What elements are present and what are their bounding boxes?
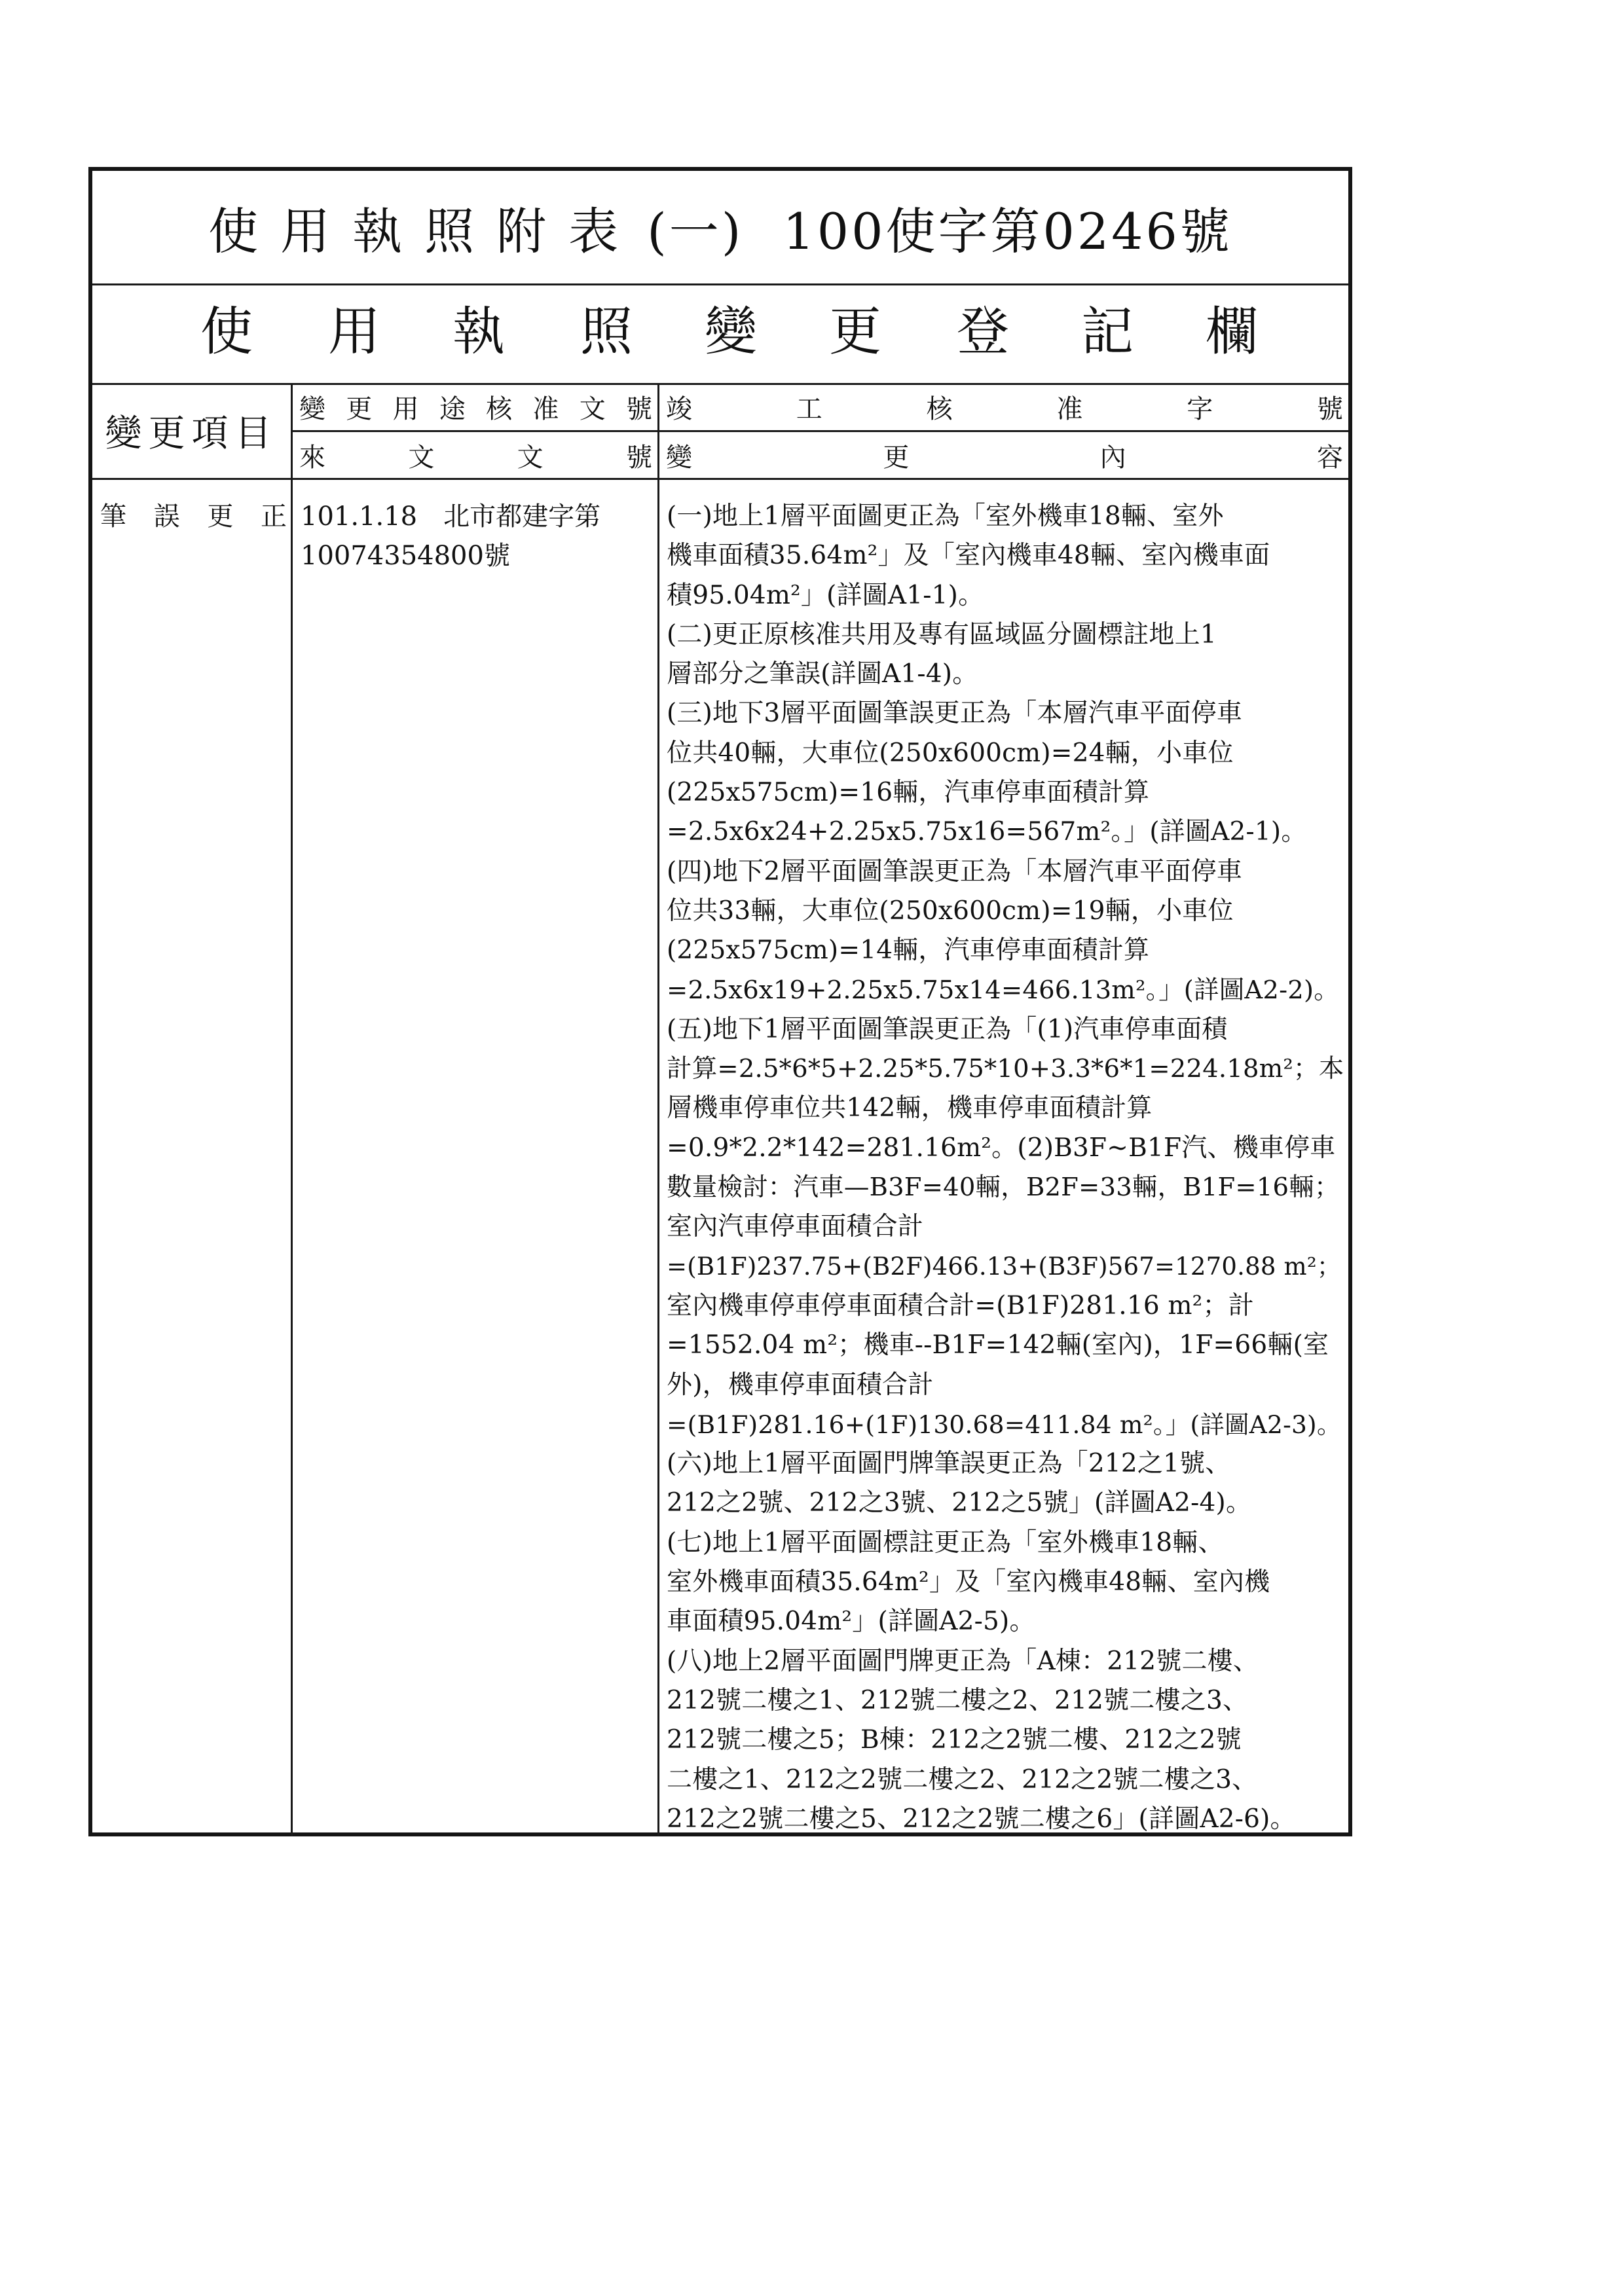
document-title [92, 171, 1348, 285]
content-line: 車面積95.04m²」(詳圖A2-5)。 [667, 1607, 1035, 1637]
header-approval-doc-no [293, 383, 657, 430]
header-char: 文 [579, 393, 606, 424]
content-line: 數量檢討：汽車—B3F=40輛，B2F=33輛，B1F=16輛； [667, 1173, 1340, 1203]
content-line: (八)地上2層平面圖門牌更正為「A棟：212號二樓、 [667, 1646, 1259, 1676]
content-line: 212之2號、212之3號、212之5號」(詳圖A2-4)。 [667, 1488, 1252, 1518]
section-char: 執 [452, 301, 505, 362]
content-line: =(B1F)237.75+(B2F)466.13+(B3F)567=1270.88 m²； [667, 1252, 1342, 1281]
item-char: 筆 [100, 501, 126, 532]
content-line: (六)地上1層平面圖門牌筆誤更正為「212之1號、 [667, 1449, 1231, 1479]
section-char: 使 [200, 301, 253, 362]
header-char: 工 [796, 393, 822, 424]
section-char: 照 [580, 301, 633, 362]
content-line: 計算=2.5*6*5+2.25*5.75*10+3.3*6*1=224.18m²；本 [667, 1054, 1344, 1084]
content-line: 位共33輛，大車位(250x600cm)=19輛，小車位 [667, 896, 1234, 926]
permit-number: 100使字第0246號 [783, 202, 1232, 261]
title-paren: (一) [647, 202, 744, 261]
header-char: 途 [439, 393, 466, 424]
content-line: =2.5x6x19+2.25x5.75x14=466.13m²。」(詳圖A2-2)。 [667, 975, 1339, 1005]
record-change-content [667, 497, 1344, 1839]
row-divider [92, 478, 1348, 480]
item-char: 誤 [153, 501, 180, 532]
header-char: 字 [1187, 393, 1213, 424]
content-line: (二)更正原核准共用及專有區域區分圖標註地上1 [667, 619, 1217, 649]
header-char: 號 [1316, 393, 1343, 424]
content-line: 二樓之1、212之2號二樓之2、212之2號二樓之3、 [667, 1764, 1258, 1795]
content-line: 室內機車停車停車面積合計=(B1F)281.16 m²；計 [667, 1290, 1254, 1321]
item-char: 更 [207, 501, 234, 532]
record-incoming-doc-no: 101.1.18 北市都建字第 10074354800號 [301, 501, 601, 571]
content-line: (三)地下3層平面圖筆誤更正為「本層汽車平面停車 [667, 699, 1243, 729]
header-char: 竣 [666, 393, 692, 424]
header-char: 核 [486, 393, 513, 424]
record-change-item [100, 497, 287, 536]
header-completion-no [659, 383, 1348, 430]
section-char: 用 [328, 301, 380, 362]
header-incoming-doc-no [293, 432, 657, 478]
header-char: 更 [883, 442, 910, 473]
content-line: (四)地下2層平面圖筆誤更正為「本層汽車平面停車 [667, 856, 1243, 886]
header-char: 准 [532, 393, 559, 424]
content-line: 212之2號二樓之5、212之2號二樓之6」(詳圖A2-6)。 [667, 1804, 1296, 1834]
content-line: (七)地上1層平面圖標註更正為「室外機車18輛、 [667, 1527, 1224, 1558]
content-line: 位共40輛，大車位(250x600cm)=24輛，小車位 [667, 738, 1234, 768]
header-char: 內 [1099, 442, 1126, 473]
content-line: (225x575cm)=14輛，汽車停車面積計算 [667, 936, 1150, 966]
content-line: 212號二樓之1、212號二樓之2、212號二樓之3、 [667, 1685, 1249, 1715]
section-char: 記 [1081, 301, 1134, 362]
title-label: 使用執照附表 [208, 202, 641, 261]
column-divider [657, 383, 659, 1836]
content-line: 室外機車面積35.64m²」及「室內機車48輛、室內機 [667, 1567, 1270, 1597]
header-char: 文 [408, 442, 435, 473]
content-line: =0.9*2.2*142=281.16m²。(2)B3F~B1F汽、機車停車 [667, 1133, 1336, 1163]
item-char: 正 [260, 501, 287, 532]
content-line: 212號二樓之5；B棟：212之2號二樓、212之2號 [667, 1725, 1242, 1755]
content-line: 機車面積35.64m²」及「室內機車48輛、室內機車面 [667, 541, 1270, 571]
header-char: 容 [1316, 442, 1343, 473]
header-change-item: 變更項目 [105, 412, 278, 455]
content-line: =1552.04 m²；機車--B1F=142輛(室內)，1F=66輛(室 [667, 1330, 1329, 1360]
content-line: (225x575cm)=16輛，汽車停車面積計算 [667, 778, 1150, 808]
header-char: 號 [625, 393, 652, 424]
section-char: 欄 [1206, 301, 1258, 362]
header-char: 號 [625, 442, 652, 473]
header-char: 准 [1056, 393, 1083, 424]
content-line: 層部分之筆誤(詳圖A1-4)。 [667, 659, 978, 689]
column-divider [291, 383, 293, 1836]
header-char: 文 [517, 442, 544, 473]
content-line: 層機車停車位共142輛，機車停車面積計算 [667, 1093, 1153, 1123]
header-char: 變 [666, 442, 692, 473]
header-change-content [659, 432, 1348, 478]
content-line: (五)地下1層平面圖筆誤更正為「(1)汽車停車面積 [667, 1014, 1228, 1044]
section-char: 更 [829, 301, 881, 362]
content-line: 室內汽車停車面積合計 [667, 1212, 924, 1242]
content-line: =(B1F)281.16+(1F)130.68=411.84 m²。」(詳圖A2-3)。 [667, 1410, 1342, 1439]
content-line: 外)，機車停車面積合計 [667, 1370, 934, 1400]
header-char: 變 [299, 393, 325, 424]
content-line: 積95.04m²」(詳圖A1-1)。 [667, 580, 984, 610]
header-char: 更 [346, 393, 373, 424]
section-char: 登 [957, 301, 1009, 362]
use-permit-attachment-table [88, 167, 1352, 1836]
section-heading [92, 283, 1348, 385]
section-char: 變 [705, 301, 757, 362]
header-char: 來 [299, 442, 325, 473]
header-char: 核 [926, 393, 953, 424]
content-line: (一)地上1層平面圖更正為「室外機車18輛、室外 [667, 501, 1224, 531]
header-char: 用 [392, 393, 419, 424]
content-line: =2.5x6x24+2.25x5.75x16=567m²。」(詳圖A2-1)。 [667, 817, 1307, 847]
